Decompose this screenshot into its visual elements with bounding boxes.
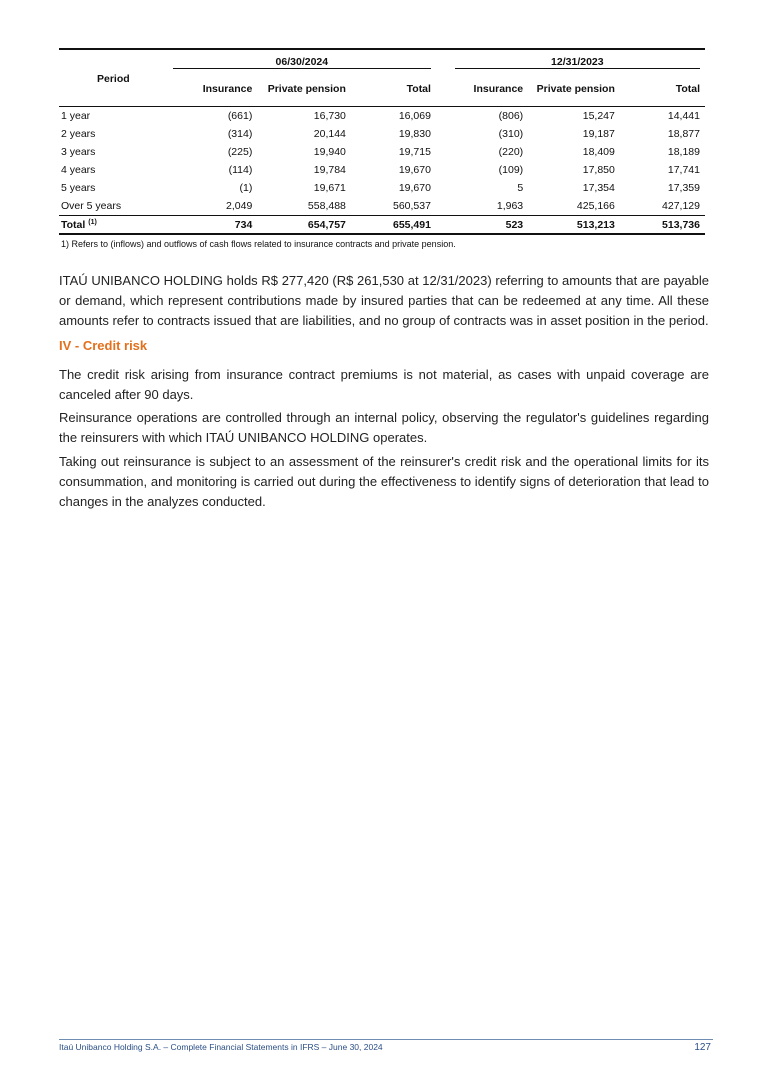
section-heading-credit-risk: IV - Credit risk — [59, 338, 148, 353]
col-total-2024: Total — [406, 83, 431, 95]
footer-divider — [59, 1039, 713, 1040]
table-footnote: 1) Refers to (inflows) and outflows of cash flows related to insurance contracts and private pension. — [61, 239, 456, 249]
col-total-2023: Total — [675, 83, 700, 95]
paragraph-reinsurance-policy: Reinsurance operations are controlled through an internal policy, observing the regulator's guidelines regarding the reinsurers with which ITAÚ UNIBANCO HOLDING operates. — [59, 410, 709, 445]
maturity-table-section — [59, 48, 705, 249]
group-header-2023: 12/31/2023 — [455, 56, 700, 69]
table-row: Over 5 years 2,049 558,488 560,537 1,963 425,166 427,129 — [61, 200, 700, 212]
col-private-pension-2024: Private pension — [267, 83, 346, 95]
col-insurance-2023: Insurance — [473, 83, 524, 95]
table-row: 2 years (314) 20,144 19,830 (310) 19,187 18,877 — [61, 128, 700, 140]
table-row: 3 years (225) 19,940 19,715 (220) 18,409 18,189 — [61, 146, 700, 158]
maturity-table — [59, 48, 705, 235]
total-row: Total $^{(1)}$ 734 654,757 655,491 523 513,213 513,736 — [59, 216, 705, 235]
table-row: 4 years (114) 19,784 19,670 (109) 17,850 17,741 — [61, 164, 700, 176]
paragraph-payable-amounts: ITAÚ UNIBANCO HOLDING holds R$ 277,420 (R$ 261,530 at 12/31/2023) referring to amounts that are payable or demand, which represent contributions made by insured parties that can be redeemed at any time. All these amounts refer to contracts issued that are liabilities, and no group of contracts was in asset position in the period. — [59, 273, 709, 328]
period-header: Period — [59, 49, 168, 106]
group-header-2024: 06/30/2024 — [173, 56, 431, 69]
page-number: 127 — [694, 1042, 711, 1053]
col-insurance-2024: Insurance — [202, 83, 253, 95]
col-private-pension-2023: Private pension — [536, 83, 615, 95]
paragraph-credit-risk: The credit risk arising from insurance contract premiums is not material, as cases with unpaid coverage are canceled after 90 days. — [59, 367, 709, 402]
footer-document-title: Itaú Unibanco Holding S.A. – Complete Financial Statements in IFRS – June 30, 2024 — [59, 1042, 383, 1052]
table-row: 1 year (661) 16,730 16,069 (806) 15,247 14,441 — [61, 110, 700, 122]
total-footnote-ref: (1) — [88, 218, 97, 226]
paragraph-reinsurance-risk: Taking out reinsurance is subject to an assessment of the reinsurer's credit risk and the operational limits for its consummation, and monitoring is carried out during the effectiveness to identify signs of deterioration that lead to changes in the analyzes conducted. — [59, 454, 709, 509]
table-row: 5 years (1) 19,671 19,670 5 17,354 17,359 — [61, 182, 700, 194]
total-label: Total — [61, 218, 86, 231]
